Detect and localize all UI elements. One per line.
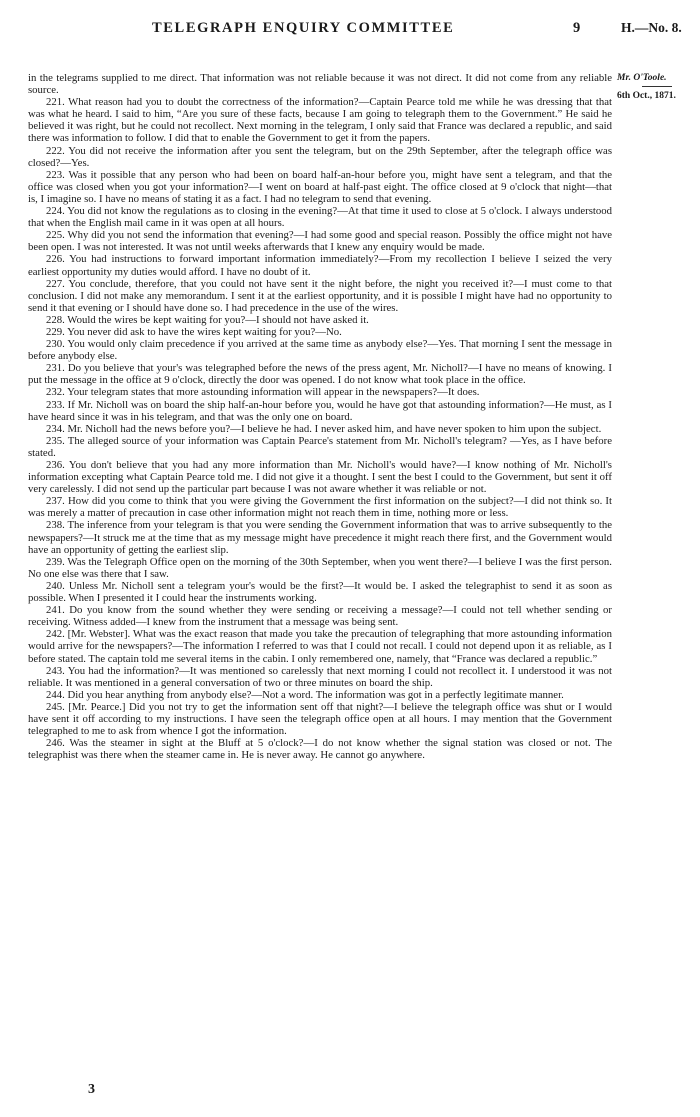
- question-243: 243. You had the information?—It was mentioned so carelessly that next morning I could not recollect it. I understood it was not reliable. It was mentioned in a general conversation of two or three minutes on board the ship.: [28, 664, 612, 689]
- question-245: 245. [Mr. Pearce.] Did you not try to get the information sent off that night?—I believe the telegraph office was shut or I would have sent it off according to my instructions. I have seen the telegraph office open at all hours. I may mention that the Government telegraphed to me to ask from whence I got the information.: [28, 700, 612, 738]
- evidence-text: [28, 72, 612, 761]
- document-code: H.—No. 8.: [621, 20, 682, 35]
- question-228: 228. Would the wires be kept waiting for you?—I should not have asked it.: [46, 313, 369, 326]
- question-233: 233. If Mr. Nicholl was on board the ship half-an-hour before you, would he have got that astounding information?—He must, as I have heard since it was in his telegram, and that was the only one on board.: [28, 398, 612, 423]
- question-240: 240. Unless Mr. Nicholl sent a telegram your's would be the first?—It would be. I asked the telegraphist to send it as soon as possible. When I presented it I could hear the instruments working.: [28, 579, 612, 605]
- sidenote-witness: Mr. O'Toole.: [617, 73, 667, 83]
- question-244: 244. Did you hear anything from anybody else?—Not a word. The information was got in a perfectly legitimate manner.: [46, 688, 564, 701]
- question-230: 230. You would only claim precedence if you arrived at the same time as anybody else?—Yes. That morning I sent the message in before anybody else.: [28, 338, 612, 363]
- question-234: 234. Mr. Nicholl had the news before you?—I believe he had. I never asked him, and have never spoken to him upon the subject.: [46, 422, 602, 435]
- question-239: 239. Was the Telegraph Office open on the morning of the 30th September, when you went there?—I believe I was the first person. No one else was there that I saw.: [28, 555, 612, 580]
- question-235: 235. The alleged source of your information was Captain Pearce's statement from Mr. Nicholl's telegram? —Yes, as I have before stated.: [28, 434, 612, 459]
- header-title: TELEGRAPH ENQUIRY COMMITTEE: [152, 20, 455, 36]
- question-246: 246. Was the steamer in sight at the Bluff at 5 o'clock?—I do not know whether the signal station was closed or not. The telegraphist was there when the steamer came in. He is never away. He cannot go anywhere.: [28, 737, 612, 762]
- question-236: 236. You don't believe that you had any more information than Mr. Nicholl's would have?—I know nothing of Mr. Nicholl's information excepting what Captain Pearce told me. I did not give it a thought. I sent the best I could to the Government, but sent it off very carelessly. I did not send up the particular part because I was not aware whether it was reliable or not.: [28, 459, 612, 496]
- paragraph-continuation: in the telegrams supplied to me direct. That information was not reliable because it was not direct. It did not come from any reliable source.: [28, 72, 612, 97]
- question-221: 221. What reason had you to doubt the correctness of the information?—Captain Pearce told me while he was dressing that that was what he heard. I said to him, “Are you sure of these facts, because I am going to telegraph them to the Government.” He said he believed it was right, but he could not recollect. Next morning in the telegram, I only said that France was declared a republic, and said there was information to follow. I did that to enable the Government to get it from the papers.: [28, 96, 612, 145]
- question-224: 224. You did not know the regulations as to closing in the evening?—At that time it used to close at 5 o'clock. I always understood that when the English mail came in it was open at all hours.: [28, 205, 612, 230]
- question-223: 223. Was it possible that any person who had been on board half-an-hour before you, might have sent a telegram, and that the office was closed when you got your information?—I went on board at half-past eight. The office closed at 9 o'clock that night—that is, I imagine so. I have no means of stating it as a fact. I had no telegram to send that evening.: [28, 168, 612, 205]
- question-237: 237. How did you come to think that you were giving the Government the first information on the subject?—I did not think so. It was merely a matter of precaution in case other information might not reach them in time, nothing more or less.: [28, 495, 612, 520]
- sidenote-divider: [642, 86, 672, 87]
- question-231: 231. Do you believe that your's was telegraphed before the news of the press agent, Mr. Nicholl?—I have no means of knowing. I put the message in the office at 9 o'clock, directly the door was opened. I do not know what took place in the office.: [28, 362, 612, 387]
- sidenote-date: 6th Oct., 1871.: [617, 91, 676, 101]
- question-242: 242. [Mr. Webster]. What was the exact reason that made you take the precaution of telegraphing that more astounding information would arrive for the newspapers?—The information I referred to was that I could not recall. I could not depend upon it as reliable, as I before stated. The captain told me several items in the cabin. I only remembered one, namely, that “France was declared a republic.”: [28, 628, 612, 665]
- running-header: [0, 20, 700, 38]
- question-227: 227. You conclude, therefore, that you could not have sent it the night before, the night you received it?—I must come to that conclusion. I did not make any memorandum. I sent it at the earliest opportunity, and it is possible I might have had no opportunity to send it that evening or I should have done so. I had precedence in the use of the wires.: [28, 277, 612, 314]
- signature-mark: 3: [88, 1082, 95, 1097]
- question-238: 238. The inference from your telegram is that you were sending the Government information that was to arrive subsequently to the newspapers?—It struck me at the time that as my message might have precedence it might reach there first, and the Government would have an opportunity of getting the earliest slip.: [28, 519, 612, 556]
- question-241: 241. Do you know from the sound whether they were sending or receiving a message?—I could not tell whether sending or receiving. Witness added—I knew from the instrument that a message was being sent.: [28, 604, 612, 629]
- question-225: 225. Why did you not send the information that evening?—I had some good and special reason. Possibly the office might not have been open. I was not interested. It was not until weeks afterwards that I knew any enquiry would be made.: [28, 229, 612, 254]
- question-222: 222. You did not receive the information after you sent the telegram, but on the 29th September, after the telegraph office was closed?—Yes.: [28, 144, 612, 169]
- question-226: 226. You had instructions to forward important information immediately?—From my recollection I believe I seized the very earliest opportunity my duties would afford. I have no doubt of it.: [28, 253, 612, 278]
- question-232: 232. Your telegram states that more astounding information will appear in the newspapers?—It does.: [46, 386, 480, 399]
- question-229: 229. You never did ask to have the wires kept waiting for you?—No.: [46, 325, 342, 338]
- page-number: 9: [573, 20, 581, 36]
